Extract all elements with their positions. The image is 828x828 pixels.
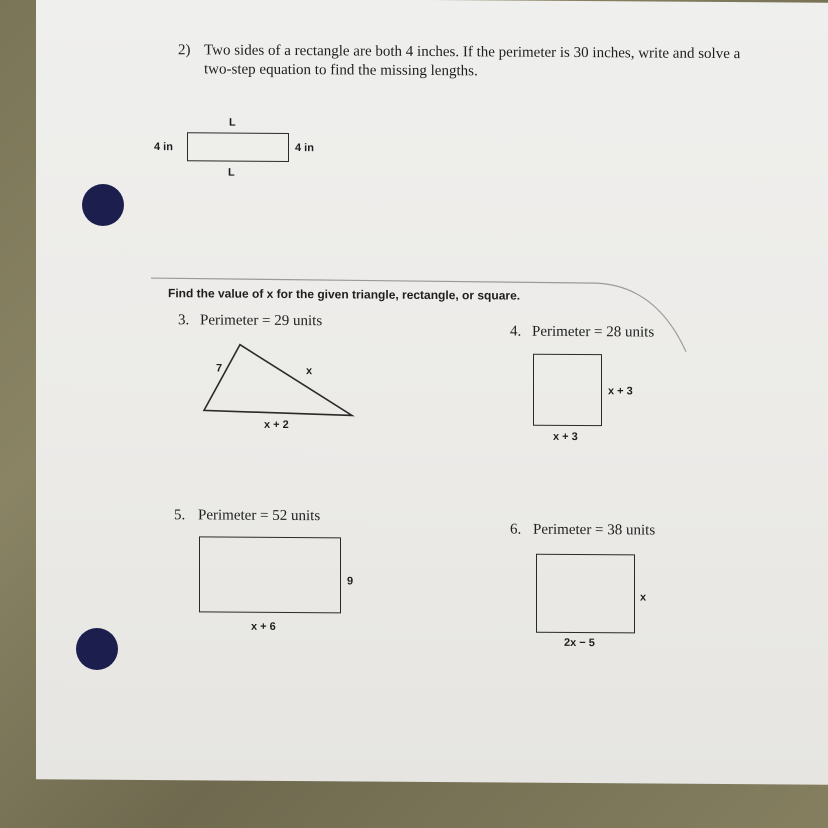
rect-top-label: L bbox=[229, 116, 236, 129]
section-instruction: Find the value of x for the given triangle, rectangle, or square. bbox=[168, 286, 521, 303]
square-bottom-label: x + 3 bbox=[553, 430, 578, 444]
rect-bottom-label: L bbox=[228, 166, 235, 179]
problem-4-title: Perimeter = 28 units bbox=[532, 323, 655, 341]
triangle-left-label: 7 bbox=[216, 362, 223, 375]
problem-5-title: Perimeter = 52 units bbox=[198, 507, 321, 525]
binder-hole-top bbox=[82, 184, 124, 226]
triangle-bottom-label: x + 2 bbox=[264, 418, 289, 432]
problem-2-line-2: two-step equation to find the missing lengths. bbox=[204, 61, 478, 80]
problem-5-rectangle bbox=[199, 536, 341, 613]
problem-3-triangle bbox=[200, 342, 360, 423]
triangle-right-label: x bbox=[306, 365, 313, 378]
problem-4-square bbox=[533, 354, 602, 426]
binder-hole-bottom bbox=[76, 628, 118, 670]
square-right-label: x + 3 bbox=[608, 385, 633, 398]
problem-5-number: 5. bbox=[174, 507, 186, 524]
problem-3-title: Perimeter = 29 units bbox=[200, 312, 323, 330]
rect6-right-label: x bbox=[640, 591, 647, 604]
problem-3-number: 3. bbox=[178, 312, 190, 329]
problem-4-number: 4. bbox=[510, 323, 522, 340]
rect-left-label: 4 in bbox=[154, 141, 173, 154]
rect-right-label: 4 in bbox=[295, 142, 314, 155]
rect5-bottom-label: x + 6 bbox=[251, 620, 276, 633]
problem-6-title: Perimeter = 38 units bbox=[533, 521, 656, 539]
section-divider bbox=[36, 267, 828, 393]
problem-6-rectangle bbox=[536, 554, 635, 634]
rect5-right-label: 9 bbox=[347, 575, 354, 588]
problem-2-line-1: Two sides of a rectangle are both 4 inches. If the perimeter is 30 inches, write and solve a bbox=[204, 42, 741, 63]
problem-2-number: 2) bbox=[178, 42, 191, 59]
worksheet-paper bbox=[36, 0, 828, 785]
problem-6-number: 6. bbox=[510, 521, 522, 538]
rect6-bottom-label: 2x − 5 bbox=[564, 636, 595, 650]
problem-2-rectangle bbox=[187, 132, 289, 162]
